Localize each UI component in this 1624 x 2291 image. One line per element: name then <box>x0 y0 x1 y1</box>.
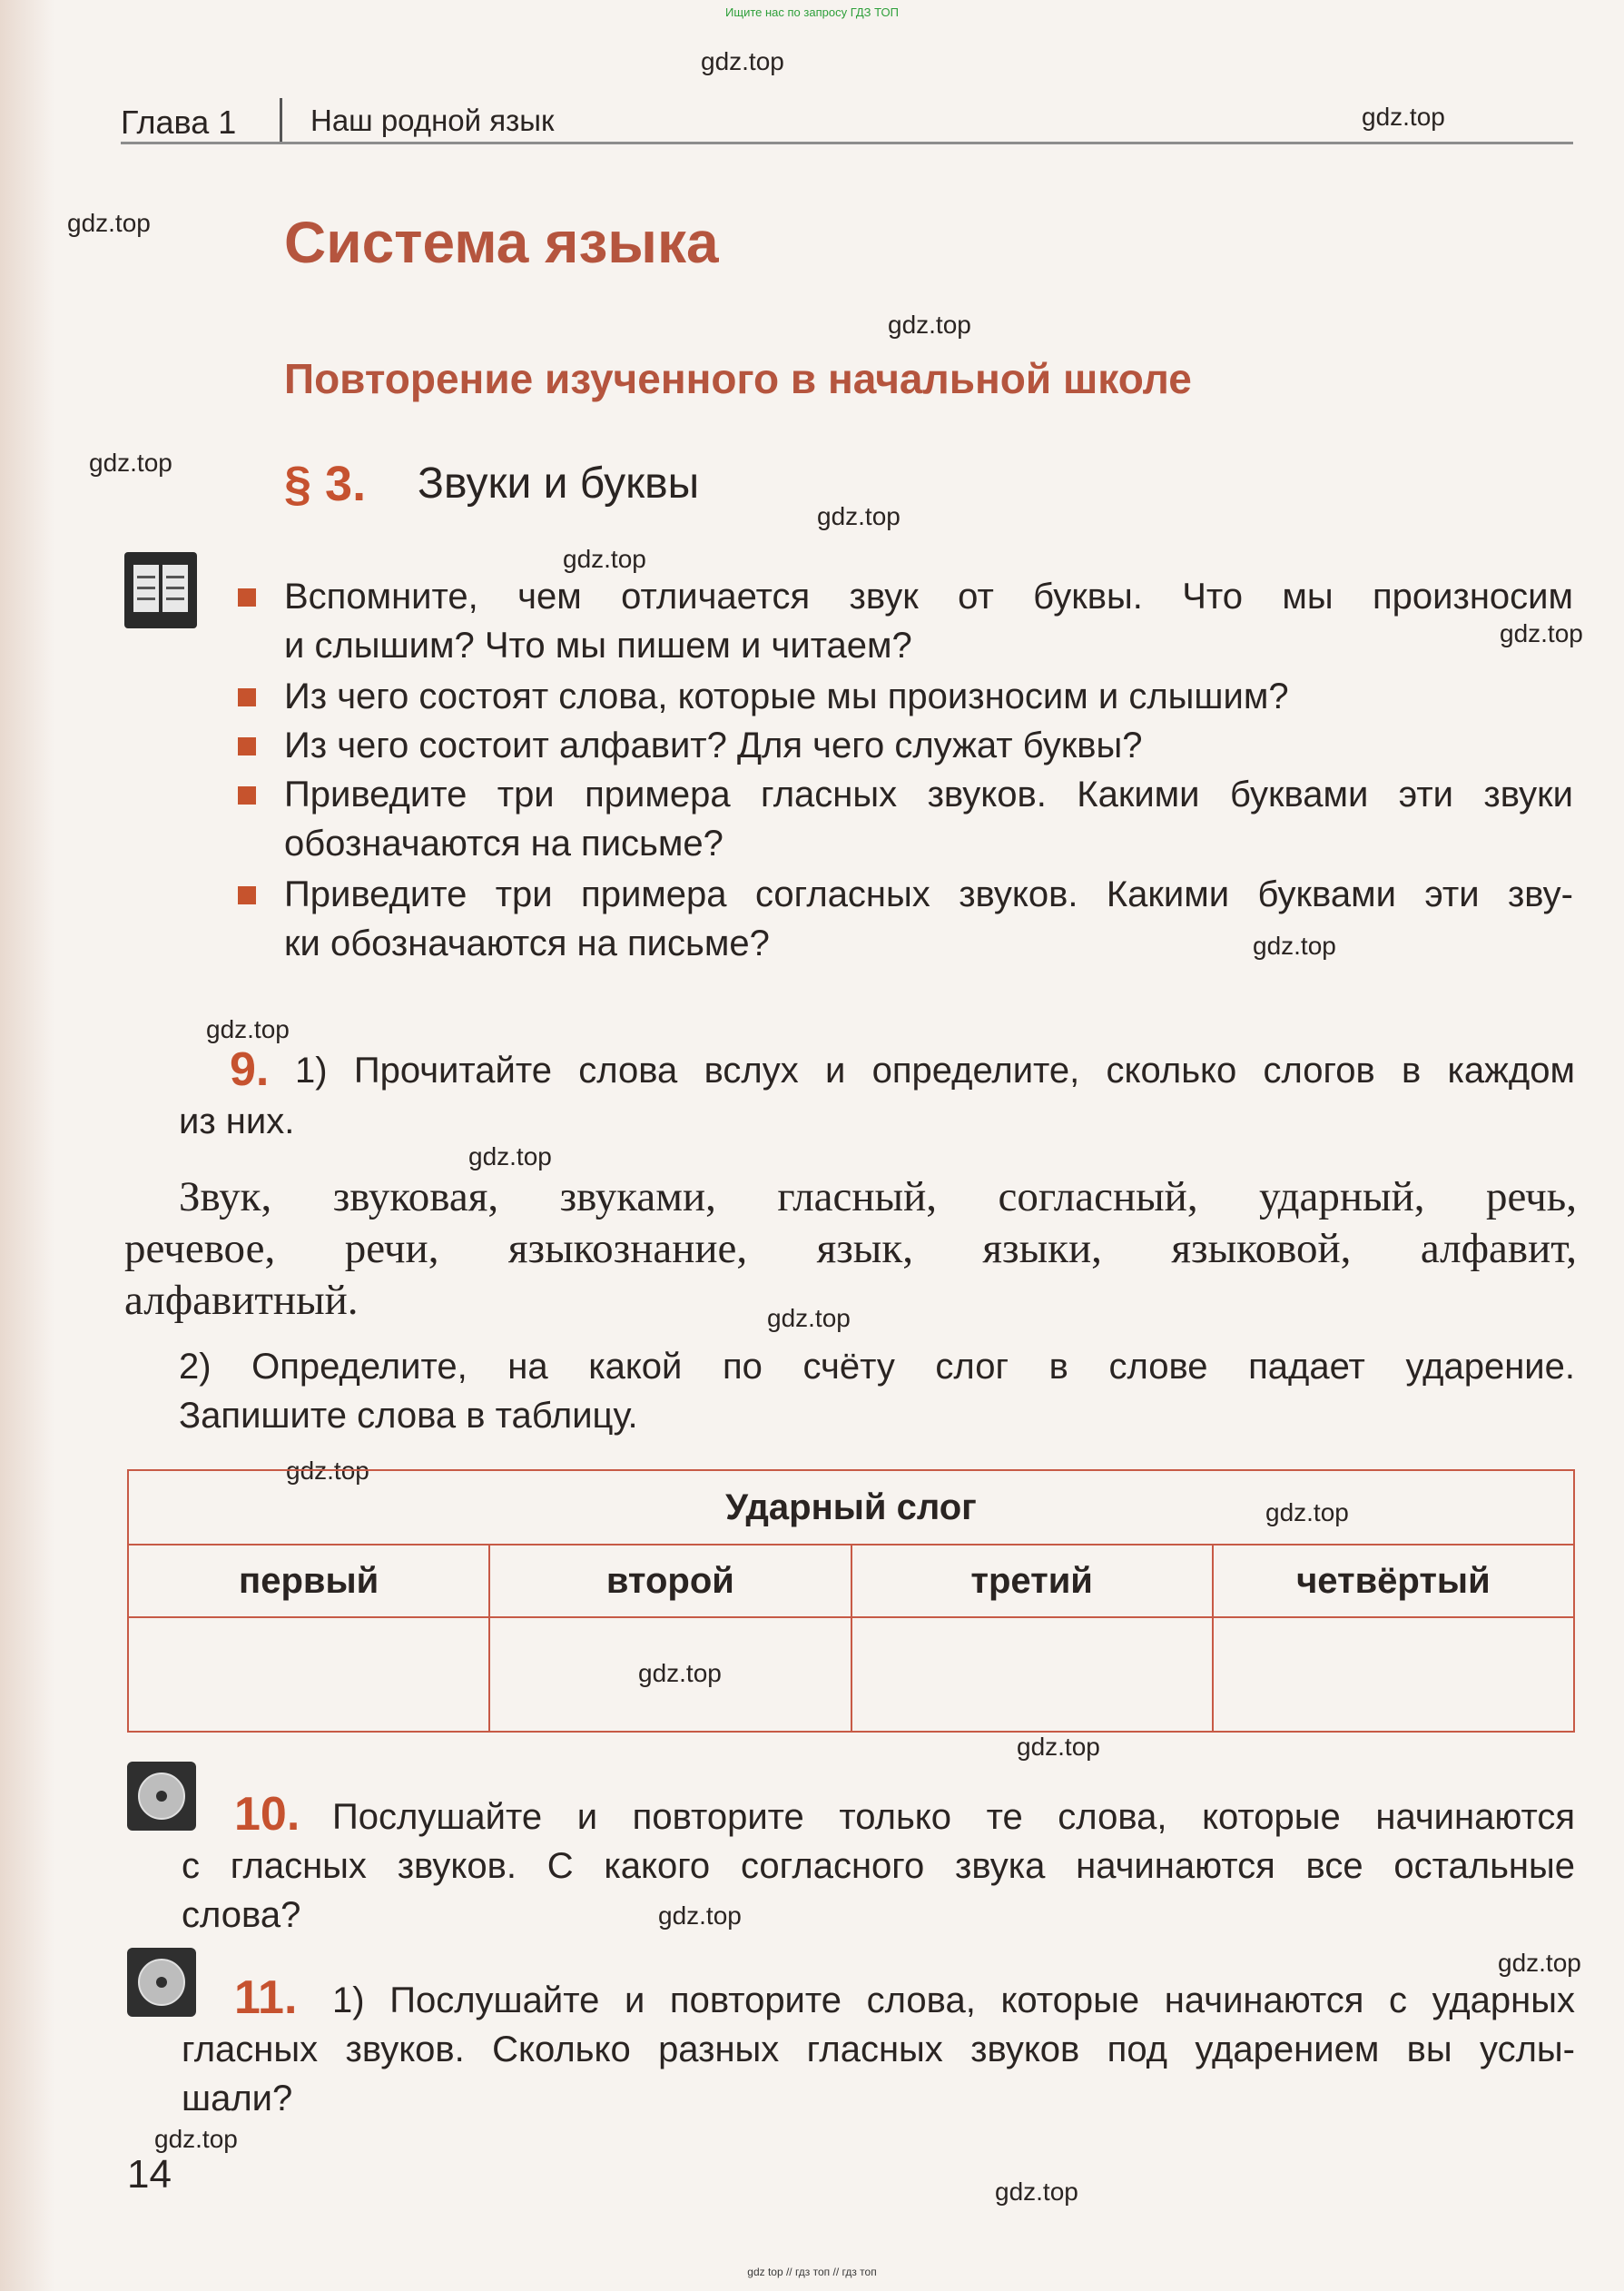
watermark: gdz.top <box>658 1901 742 1930</box>
page-heading: Система языка <box>284 210 719 275</box>
book-icon <box>124 552 197 628</box>
bullet <box>238 588 256 607</box>
watermark: gdz.top <box>701 47 784 75</box>
task-11-line-3: шали? <box>182 2079 293 2118</box>
chapter-title: Наш родной язык <box>310 104 555 137</box>
question-5-line-1: Приведите три примера согласных звуков. Какими буквами эти зву- <box>284 874 1573 914</box>
table-cell[interactable] <box>128 1617 489 1732</box>
question-2: Из чего состоят слова, которые мы произносим и слышим? <box>284 676 1289 716</box>
top-note: Ищите нас по запросу ГДЗ ТОП <box>725 5 899 19</box>
watermark: gdz.top <box>638 1659 722 1687</box>
table-cell[interactable] <box>851 1617 1213 1732</box>
table-cell[interactable] <box>489 1617 851 1732</box>
watermark: gdz.top <box>888 311 971 339</box>
watermark: gdz.top <box>767 1304 851 1332</box>
word-list <box>124 1171 1577 1327</box>
question-1-line-2: и слышим? Что мы пишем и читаем? <box>284 626 912 666</box>
task-9-part-2-line-1: 2) Определите, на какой по счёту слог в слове падает ударение. <box>179 1347 1575 1387</box>
task-9-line-1: 1) Прочитайте слова вслух и определите, сколько слогов в каждом <box>295 1051 1575 1091</box>
stress-table <box>127 1469 1575 1733</box>
page-subheading: Повторение изученного в начальной школе <box>284 355 1192 402</box>
table-header: Ударный слог <box>128 1470 1574 1545</box>
watermark: gdz.top <box>1265 1498 1349 1526</box>
task-11-number: 11. <box>234 1971 298 2024</box>
word-list-line: алфавитный. <box>124 1277 359 1324</box>
watermark: gdz.top <box>995 2177 1078 2206</box>
header-rule <box>121 142 1573 144</box>
watermark: gdz.top <box>67 209 151 237</box>
column-header: третий <box>851 1545 1213 1617</box>
watermark: gdz.top <box>89 449 172 477</box>
watermark: gdz.top <box>468 1142 552 1170</box>
table-cell[interactable] <box>1213 1617 1574 1732</box>
column-header: четвёртый <box>1213 1545 1574 1617</box>
column-header: первый <box>128 1545 489 1617</box>
question-1-line-1: Вспомните, чем отличается звук от буквы. Что мы произносим <box>284 577 1573 617</box>
audio-disc-icon <box>127 1762 196 1831</box>
header-separator <box>280 98 282 143</box>
task-9-line-2: из них. <box>179 1101 295 1141</box>
task-11-line-1: 1) Послушайте и повторите слова, которые начинаются с ударных <box>332 1980 1575 2020</box>
watermark: gdz.top <box>154 2125 238 2153</box>
watermark: gdz.top <box>1500 619 1583 647</box>
watermark: gdz.top <box>1498 1949 1581 1977</box>
watermark: gdz.top <box>1362 103 1445 131</box>
column-header: второй <box>489 1545 851 1617</box>
watermark: gdz.top <box>286 1457 369 1485</box>
audio-disc-icon <box>127 1948 196 2017</box>
task-9-number: 9. <box>230 1043 270 1096</box>
watermark: gdz.top <box>1253 932 1336 960</box>
watermark: gdz.top <box>1017 1733 1100 1761</box>
question-5-line-2: ки обозначаются на письме? <box>284 923 770 963</box>
task-10-line-2: с гласных звуков. С какого согласного звука начинаются все остальные <box>182 1846 1575 1886</box>
page-number: 14 <box>127 2152 172 2197</box>
question-4-line-2: обозначаются на письме? <box>284 824 723 864</box>
bullet <box>238 688 256 706</box>
page-edge-shadow <box>0 0 54 2291</box>
section-number: § 3. <box>284 457 367 511</box>
task-10-number: 10. <box>234 1788 300 1841</box>
question-3: Из чего состоит алфавит? Для чего служат буквы? <box>284 726 1143 765</box>
watermark: gdz.top <box>206 1015 290 1043</box>
bullet <box>238 786 256 805</box>
word-list-line: речевое, речи, языкознание, язык, языки, языковой, алфавит, <box>124 1225 1577 1272</box>
bullet <box>238 737 256 755</box>
word-list-line: Звук, звуковая, звуками, гласный, согласный, ударный, речь, <box>179 1173 1577 1220</box>
task-9-part-2-line-2: Запишите слова в таблицу. <box>179 1396 638 1436</box>
bottom-note: gdz top // гдз топ // гдз топ <box>747 2266 877 2278</box>
task-10-line-1: Послушайте и повторите только те слова, которые начинаются <box>332 1797 1575 1837</box>
watermark: gdz.top <box>563 545 646 573</box>
task-10-line-3: слова? <box>182 1895 301 1935</box>
section-title: Звуки и буквы <box>418 459 700 508</box>
watermark: gdz.top <box>817 502 901 530</box>
question-4-line-1: Приведите три примера гласных звуков. Какими буквами эти звуки <box>284 775 1573 815</box>
bullet <box>238 886 256 904</box>
chapter-label: Глава 1 <box>121 104 237 141</box>
task-11-line-2: гласных звуков. Сколько разных гласных звуков под ударением вы услы- <box>182 2029 1575 2069</box>
